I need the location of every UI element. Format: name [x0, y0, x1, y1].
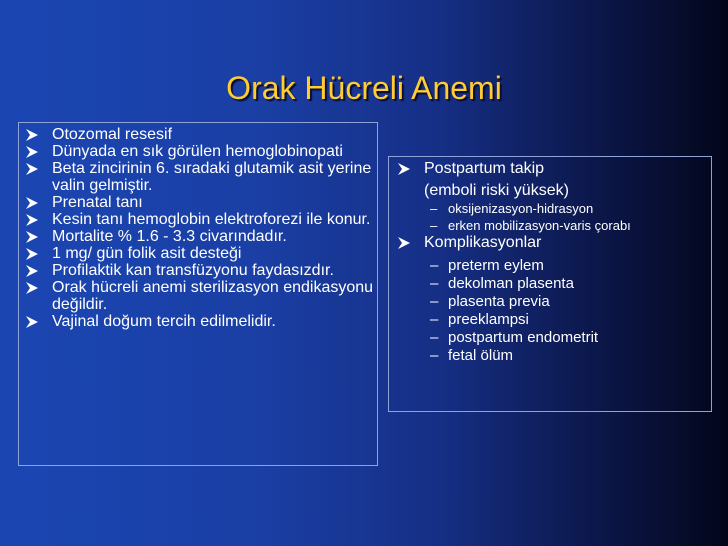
arrowhead-bullet-icon — [24, 161, 40, 177]
list-item — [22, 279, 374, 313]
list-item — [394, 160, 710, 234]
arrowhead-bullet-icon — [396, 161, 412, 177]
list-item — [22, 245, 374, 262]
komplikasyonlar-sub-list — [424, 257, 710, 365]
arrowhead-bullet-icon — [24, 314, 40, 330]
dash-bullet-icon: – — [430, 218, 438, 233]
postpartum-sub-list — [424, 200, 710, 234]
list-item — [22, 211, 374, 228]
list-item — [394, 234, 710, 365]
sub-item-text: plasenta previa — [448, 293, 550, 310]
arrowhead-bullet-icon — [24, 195, 40, 211]
left-bullet-list — [22, 126, 374, 330]
sub-list-item — [424, 257, 710, 275]
arrowhead-bullet-icon — [24, 280, 40, 296]
sub-list-item — [424, 275, 710, 293]
dash-bullet-icon: – — [430, 257, 439, 274]
list-item — [22, 262, 374, 279]
bullet-text: Kesin tanı hemoglobin elektroforezi ile konur. — [52, 211, 371, 228]
arrowhead-bullet-icon — [24, 229, 40, 245]
list-item — [22, 228, 374, 245]
bullet-text: Dünyada en sık görülen hemoglobinopati — [52, 143, 343, 160]
sub-item-text: preterm eylem — [448, 257, 544, 274]
bullet-text: Otozomal resesif — [52, 126, 173, 143]
dash-bullet-icon: – — [430, 311, 439, 328]
sub-list-item — [424, 329, 710, 347]
arrowhead-bullet-icon — [24, 144, 40, 160]
sub-item-text: fetal ölüm — [448, 347, 514, 364]
slide-title: Orak Hücreli Anemi — [226, 70, 502, 106]
sub-list-item — [424, 293, 710, 311]
sub-list-item — [424, 347, 710, 365]
komplikasyonlar-label: Komplikasyonlar — [424, 234, 542, 251]
bullet-text: Orak hücreli anemi sterilizasyon endikasyonu değildir. — [52, 279, 374, 313]
dash-bullet-icon: – — [430, 329, 439, 346]
sub-item-text: erken mobilizasyon-varis çorabı — [448, 218, 631, 233]
list-item — [22, 313, 374, 330]
bullet-text: Vajinal doğum tercih edilmelidir. — [52, 313, 276, 330]
sub-item-text: dekolman plasenta — [448, 275, 574, 292]
bullet-text: Prenatal tanı — [52, 194, 143, 211]
sub-list-item — [424, 217, 710, 234]
list-item — [22, 160, 374, 194]
sub-list-item — [424, 311, 710, 329]
sub-item-text: postpartum endometrit — [448, 329, 599, 346]
list-item — [22, 126, 374, 143]
sub-list-item — [424, 200, 710, 217]
dash-bullet-icon: – — [430, 347, 439, 364]
postpartum-continuation: (emboli riski yüksek) — [424, 182, 569, 199]
sub-item-text: preeklampsi — [448, 311, 529, 328]
bullet-text: Mortalite % 1.6 - 3.3 civarındadır. — [52, 228, 287, 245]
arrowhead-bullet-icon — [24, 246, 40, 262]
dash-bullet-icon: – — [430, 201, 438, 216]
dash-bullet-icon: – — [430, 293, 439, 310]
bullet-text: 1 mg/ gün folik asit desteği — [52, 245, 242, 262]
bullet-text: Beta zincirinin 6. sıradaki glutamik asit yerine valin gelmiştir. — [52, 160, 372, 194]
bullet-text: Profilaktik kan transfüzyonu faydasızdır. — [52, 262, 334, 279]
list-item — [22, 194, 374, 211]
arrowhead-bullet-icon — [24, 263, 40, 279]
right-bullet-list — [394, 160, 710, 365]
sub-item-text: oksijenizasyon-hidrasyon — [448, 201, 594, 216]
postpartum-label: Postpartum takip — [424, 160, 545, 177]
arrowhead-bullet-icon — [396, 235, 412, 251]
dash-bullet-icon: – — [430, 275, 439, 292]
list-item — [22, 143, 374, 160]
arrowhead-bullet-icon — [24, 127, 40, 143]
arrowhead-bullet-icon — [24, 212, 40, 228]
